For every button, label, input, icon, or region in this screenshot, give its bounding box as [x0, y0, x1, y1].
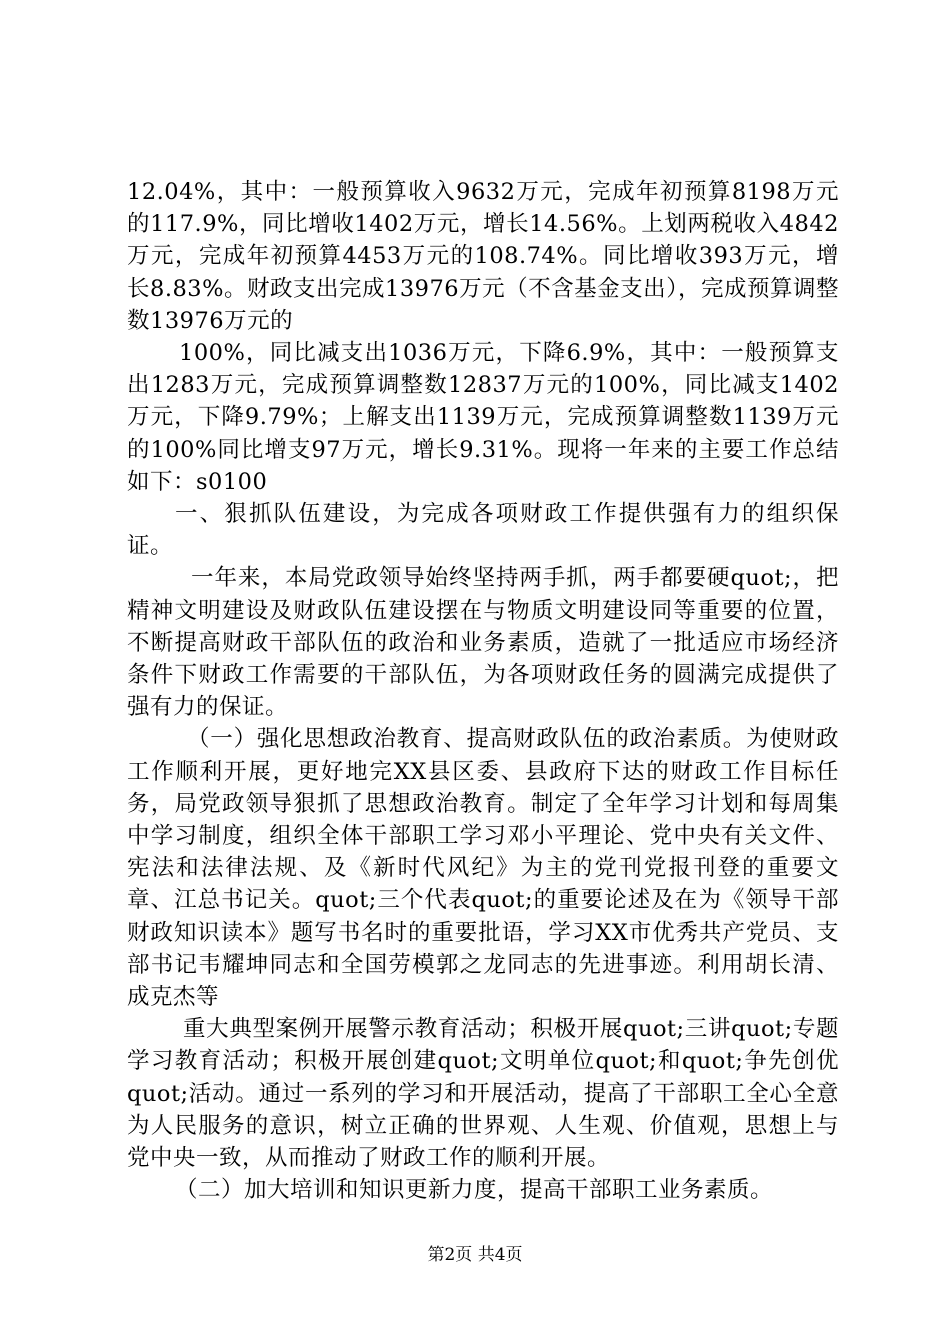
page-number-footer: 第2页 共4页	[427, 1245, 523, 1265]
paragraph-political-education: （一）强化思想政治教育、提高财政队伍的政治素质。为使财政工作顺利开展，更好地完XX县区委、县政府下达的财政工作目标任务，局党政领导狠抓了思想政治教育。制定了全年学习计划和每周集中学习制度，组织全体干部职工学习邓小平理论、党中央有关文件、宪法和法律法规、及《新时代风纪》为主的党刊党报刊登的重要文章、江总书记关。quot;三个代表quot;的重要论述及在为《领导干部财政知识读本》题写书名时的重要批语，学习XX市优秀共产党员、支部书记韦耀坤同志和全国劳模郭之龙同志的先进事迹。利用胡长清、成克杰等	[127, 726, 839, 1011]
paragraph-team-building-intro: 一年来，本局党政领导始终坚持两手抓，两手都要硬quot;，把精神文明建设及财政队伍建设摆在与物质文明建设同等重要的位置，不断提高财政干部队伍的政治和业务素质，造就了一批适应市场经济条件下财政工作需要的干部队伍，为各项财政任务的圆满完成提供了强有力的保证。	[127, 565, 839, 721]
paragraph-warning-education: 重大典型案例开展警示教育活动；积极开展quot;三讲quot;专题学习教育活动；积极开展创建quot;文明单位quot;和quot;争先创优quot;活动。通过一系列的学习和开展活动，提高了干部职工全心全意为人民服务的意识，树立正确的世界观、人生观、价值观，思想上与党中央一致，从而推动了财政工作的顺利开展。	[127, 1016, 839, 1172]
paragraph-budget-expenditure: 100%，同比减支出1036万元，下降6.9%，其中：一般预算支出1283万元，完成预算调整数12837万元的100%，同比减支1402万元，下降9.79%；上解支出1139万元，完成预算调整数1139万元的100%同比增支97万元，增长9.31%。现将一年来的主要工作总结如下：s0100	[127, 340, 839, 495]
subheading-training: （二）加大培训和知识更新力度，提高干部职工业务素质。	[175, 1177, 774, 1204]
section-heading-team-building: 一、狠抓队伍建设，为完成各项财政工作提供强有力的组织保证。	[127, 501, 839, 560]
paragraph-budget-revenue: 12.04%，其中：一般预算收入9632万元，完成年初预算8198万元的117.9%，同比增收1402万元，增长14.56%。上划两税收入4842万元，完成年初预算4453万元的108.74%。同比增收393万元，增长8.83%。财政支出完成13976万元（不含基金支出），完成预算调整数13976万元的	[127, 179, 839, 334]
document-body	[127, 176, 839, 1207]
